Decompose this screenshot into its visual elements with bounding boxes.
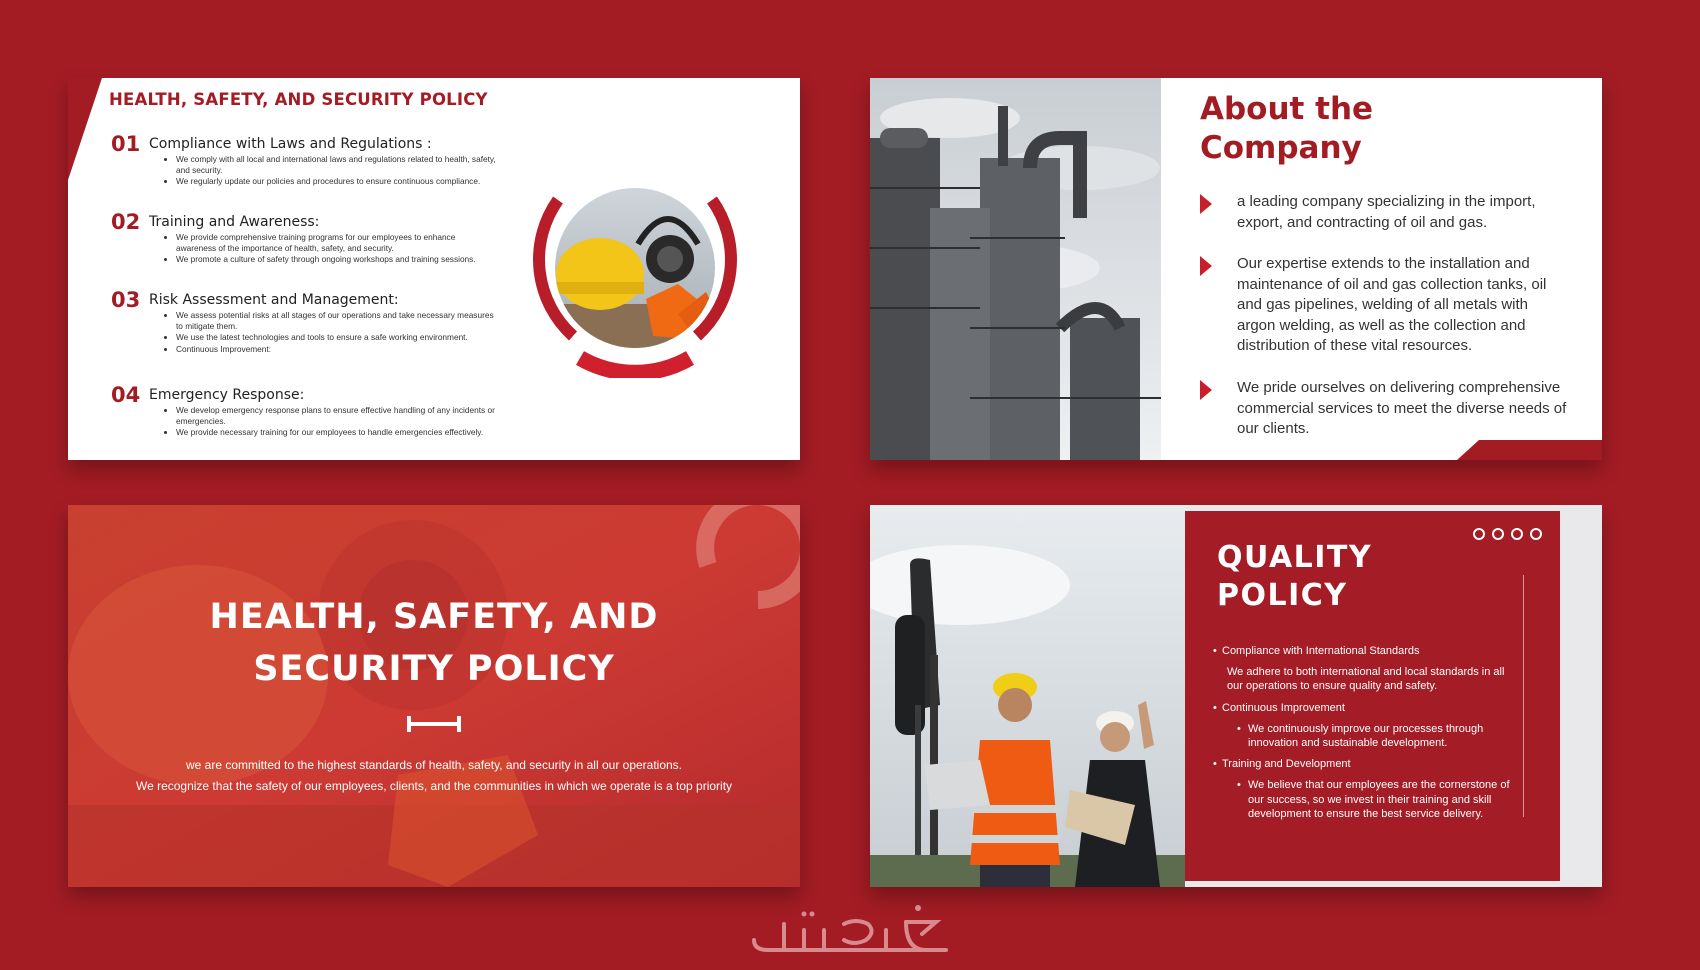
about-text: Our expertise extends to the installation and maintenance of oil and gas collection tanks, oil and gas pipelines, welding of all metals with argon welding, as well as the collection and distribution of these vital resources. xyxy=(1237,255,1547,355)
title-line: POLICY xyxy=(1217,578,1348,613)
section-bullets xyxy=(166,154,496,188)
slide-title xyxy=(68,591,800,695)
dots-decoration xyxy=(1473,528,1542,540)
bullet: • We use the latest technologies and tools to ensure a safe working environment. xyxy=(176,332,496,343)
slide-title xyxy=(1217,539,1372,615)
bullet: • Continuous Improvement: xyxy=(176,344,496,355)
bullet: • We develop emergency response plans to ensure effective handling of any incidents or emergencies. xyxy=(176,405,496,427)
section-number: 01 xyxy=(111,132,141,156)
play-arrow-icon xyxy=(1200,256,1212,276)
slide-about-company xyxy=(870,78,1602,460)
about-text: We pride ourselves on delivering comprehensive commercial services to meet the diverse needs of our clients. xyxy=(1237,379,1567,438)
subtitle: We recognize that the safety of our employees, clients, and the communities in which we operate is a top priority xyxy=(135,779,733,793)
bullet: • We comply with all local and international laws and regulations related to health, safety, and security. xyxy=(176,154,496,176)
about-text: a leading company specializing in the import, export, and contracting of oil and gas. xyxy=(1237,193,1536,231)
section-number: 02 xyxy=(111,210,141,234)
bullet: • We assess potential risks at all stages of our operations and take necessary measures to mitigate them. xyxy=(176,310,496,332)
corner-band xyxy=(1457,440,1602,460)
corner-accent xyxy=(68,78,102,180)
divider-icon xyxy=(407,716,461,732)
circle-icon xyxy=(1530,528,1542,540)
circle-icon xyxy=(1473,528,1485,540)
section-heading: Emergency Response: xyxy=(149,387,305,403)
bullet: • We provide necessary training for our employees to handle emergencies effectively. xyxy=(176,427,496,438)
section-number: 03 xyxy=(111,288,141,312)
play-arrow-icon xyxy=(1200,380,1212,400)
section-number: 04 xyxy=(111,383,141,407)
section-bullets xyxy=(166,232,496,266)
quality-body xyxy=(1213,644,1513,828)
title-line: HEALTH, SAFETY, AND xyxy=(209,597,659,637)
quality-heading: • Continuous Improvement xyxy=(1213,701,1513,715)
circle-icon xyxy=(1492,528,1504,540)
quality-text: • We continuously improve our processes through innovation and sustainable development. xyxy=(1213,722,1513,750)
khamsat-logo xyxy=(746,900,956,956)
slide-hss-cover xyxy=(68,505,800,887)
slide-hss-details xyxy=(68,78,800,460)
slide-title xyxy=(1200,90,1373,168)
divider-line xyxy=(1523,575,1524,817)
title-line: About the xyxy=(1200,91,1374,127)
bullet: • We promote a culture of safety through ongoing workshops and training sessions. xyxy=(176,254,496,265)
section-bullets xyxy=(166,405,496,439)
section-heading: Compliance with Laws and Regulations : xyxy=(149,136,432,152)
quality-heading: • Compliance with International Standards xyxy=(1213,644,1513,658)
safety-gear-background xyxy=(68,505,800,887)
circle-icon xyxy=(1511,528,1523,540)
refinery-photo xyxy=(870,78,1161,460)
quality-heading: • Training and Development xyxy=(1213,757,1513,771)
subtitle: we are committed to the highest standards of health, safety, and security in all our operations. xyxy=(185,758,683,772)
engineers-photo xyxy=(870,505,1185,887)
bullet: • We provide comprehensive training programs for our employees to enhance awareness of the importance of health, safety, and security. xyxy=(176,232,496,254)
section-bullets xyxy=(166,310,496,355)
section-heading: Risk Assessment and Management: xyxy=(149,292,399,308)
safety-gear-photo xyxy=(528,164,742,378)
quality-text: We adhere to both international and local standards in all our operations to ensure quality and safety. xyxy=(1227,666,1505,693)
play-arrow-icon xyxy=(1200,194,1212,214)
quality-text: • We believe that our employees are the cornerstone of our success, so we invest in their training and skill development to ensure the best service delivery. xyxy=(1213,778,1513,821)
section-heading: Training and Awareness: xyxy=(149,214,320,230)
title-line: SECURITY POLICY xyxy=(253,649,615,689)
quality-panel xyxy=(1185,511,1560,881)
slide-quality-policy xyxy=(870,505,1602,887)
slide-title: HEALTH, SAFETY, AND SECURITY POLICY xyxy=(109,90,488,109)
title-line: QUALITY xyxy=(1217,540,1373,575)
bullet: • We regularly update our policies and procedures to ensure continuous compliance. xyxy=(176,176,496,187)
title-line: Company xyxy=(1200,130,1362,166)
